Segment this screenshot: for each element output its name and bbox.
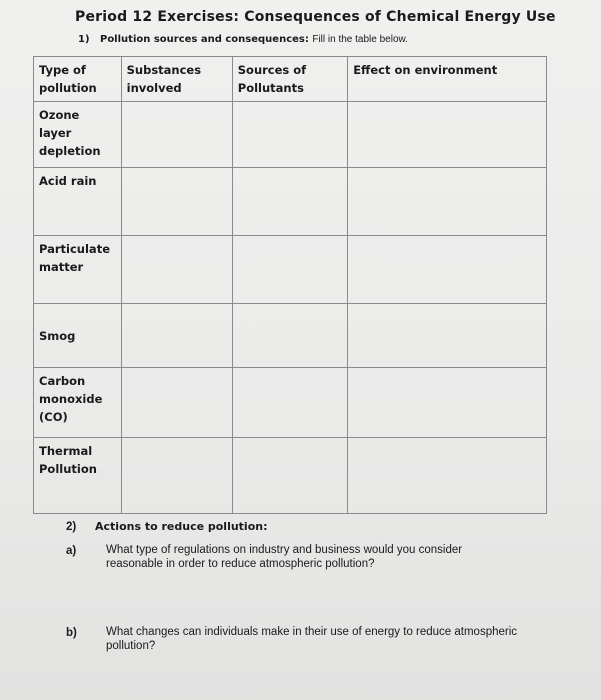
row-label-ozone: Ozone layer depletion [34, 102, 122, 168]
answer-cell[interactable] [348, 168, 547, 236]
column-header-substances: Substances involved [121, 57, 232, 102]
answer-cell[interactable] [232, 168, 347, 236]
question-2a-label: a) [66, 545, 77, 557]
row-label-particulate: Particulate matter [34, 236, 122, 304]
answer-cell[interactable] [232, 304, 347, 368]
answer-cell[interactable] [348, 368, 547, 438]
answer-cell[interactable] [348, 438, 547, 514]
row-label-smog: Smog [34, 304, 122, 368]
answer-cell[interactable] [232, 236, 347, 304]
question-2-number: 2) [66, 521, 77, 533]
question-1-prompt [78, 34, 408, 45]
answer-cell[interactable] [121, 168, 232, 236]
answer-cell[interactable] [121, 438, 232, 514]
question-2-label: Actions to reduce pollution: [95, 520, 268, 533]
answer-cell[interactable] [348, 236, 547, 304]
table-row [34, 304, 547, 368]
table-row [34, 236, 547, 304]
answer-cell[interactable] [121, 102, 232, 168]
row-label-acid-rain: Acid rain [34, 168, 122, 236]
row-label-carbon-monoxide: Carbon monoxide (CO) [34, 368, 122, 438]
question-2b-text: What changes can individuals make in their use of energy to reduce atmospheric pollution? [106, 626, 518, 652]
answer-cell[interactable] [121, 304, 232, 368]
answer-cell[interactable] [121, 368, 232, 438]
answer-cell[interactable] [348, 102, 547, 168]
pollution-table [33, 56, 547, 514]
table-row [34, 368, 547, 438]
table-row [34, 168, 547, 236]
answer-cell[interactable] [232, 102, 347, 168]
table-row [34, 102, 547, 168]
column-header-effect: Effect on environment [348, 57, 547, 102]
question-2a-text: What type of regulations on industry and business would you consider reasonable in order to reduce atmospheric pollution? [106, 544, 463, 570]
question-1-instruction: Fill in the table below. [312, 34, 408, 45]
table-row [34, 438, 547, 514]
table-header-row [34, 57, 547, 102]
question-2b-label: b) [66, 627, 77, 639]
answer-cell[interactable] [348, 304, 547, 368]
answer-cell[interactable] [121, 236, 232, 304]
page-title: Period 12 Exercises: Consequences of Chemical Energy Use [75, 9, 556, 25]
column-header-sources: Sources of Pollutants [232, 57, 347, 102]
question-1-label: Pollution sources and consequences: [99, 34, 309, 45]
answer-cell[interactable] [232, 368, 347, 438]
row-label-thermal: Thermal Pollution [34, 438, 122, 514]
question-1-number: 1) [78, 34, 90, 45]
column-header-type: Type of pollution [34, 57, 122, 102]
answer-cell[interactable] [232, 438, 347, 514]
